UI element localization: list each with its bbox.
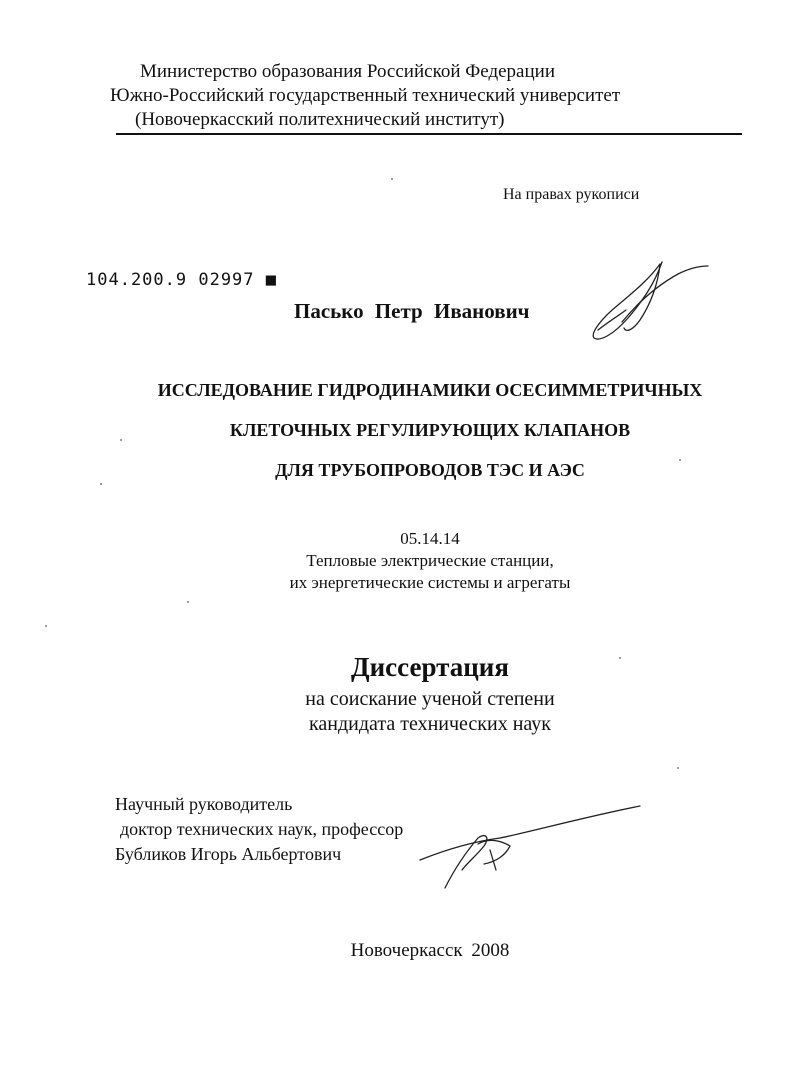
author-name: Пасько Петр Иванович xyxy=(294,299,530,323)
stamp-dot-icon: ■ xyxy=(254,270,278,290)
ministry-name: Министерство образования Российской Федерации xyxy=(140,61,555,82)
supervisor-label: Научный руководитель xyxy=(115,794,293,814)
degree-line-2: кандидата технических наук xyxy=(308,713,552,735)
title-line-1: ИССЛЕДОВАНИЕ ГИДРОДИНАМИКИ ОСЕСИММЕТРИЧНЫХ xyxy=(157,380,703,400)
supervisor-name: Бубликов Игорь Альбертович xyxy=(115,844,342,864)
specialty-code: 05.14.14 xyxy=(400,529,460,548)
city-year: Новочеркасск 2008 xyxy=(350,940,510,961)
manuscript-rights-note: На правах рукописи xyxy=(503,186,640,203)
title-line-2: КЛЕТОЧНЫХ РЕГУЛИРУЮЩИХ КЛАПАНОВ xyxy=(229,420,631,440)
registration-number: 104.200.9 02997 xyxy=(86,270,255,290)
supervisor-signature xyxy=(420,806,640,888)
author-signature xyxy=(593,262,708,339)
supervisor-credentials: доктор технических наук, профессор xyxy=(120,819,404,839)
document-type-heading: Диссертация xyxy=(351,652,509,682)
degree-line-1: на соискание ученой степени xyxy=(305,688,555,710)
university-name: Южно-Российский государственный технический университет xyxy=(110,85,621,106)
scan-specks xyxy=(45,178,681,769)
specialty-name-line-2: их энергетические системы и агрегаты xyxy=(289,573,571,592)
institute-name: (Новочеркасский политехнический институт) xyxy=(135,109,505,130)
title-line-3: ДЛЯ ТРУБОПРОВОДОВ ТЭС И АЭС xyxy=(275,460,585,480)
specialty-name-line-1: Тепловые электрические станции, xyxy=(306,551,554,570)
